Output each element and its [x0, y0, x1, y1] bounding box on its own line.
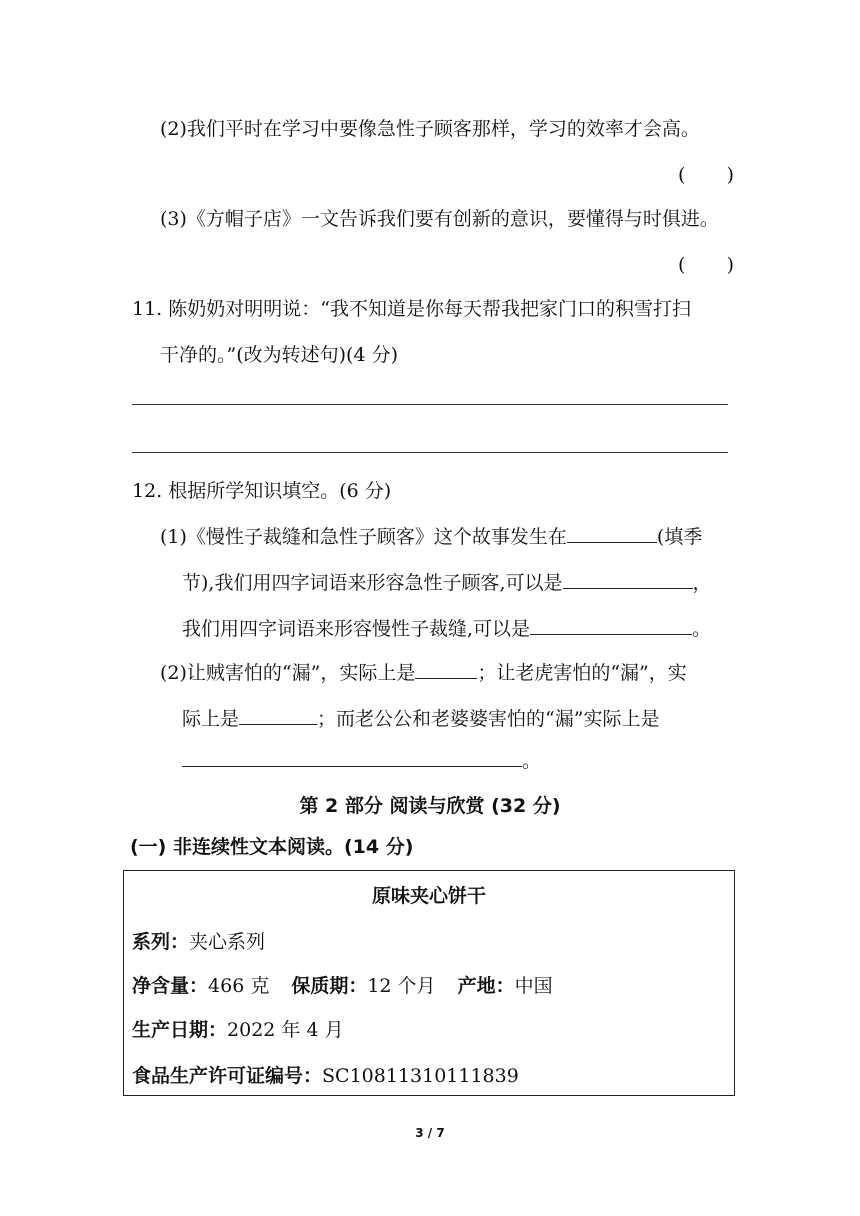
- origin-value: 中国: [514, 975, 553, 997]
- answer-line-2[interactable]: [132, 452, 728, 453]
- spec-row: [132, 973, 553, 999]
- answer-line-1[interactable]: [132, 404, 728, 405]
- q10-item-3: (3)《方帽子店》一文告诉我们要有创新的意识，要懂得与时俱进。: [160, 208, 719, 230]
- q11-line-2: 干净的。”(改为转述句)(4 分): [160, 344, 398, 366]
- q12-text: 。: [522, 750, 542, 772]
- production-date-label: 生产日期：: [132, 1019, 228, 1041]
- section-2-heading: 第 2 部分 阅读与欣赏 (32 分): [299, 795, 561, 817]
- net-weight-value: 466 克: [208, 975, 270, 997]
- license-row: [132, 1063, 519, 1089]
- q12-text: ，: [692, 572, 712, 594]
- q12-part1-line1: [160, 524, 702, 550]
- fill-blank-old-couple[interactable]: [182, 748, 522, 767]
- q12-part1-line3: [182, 616, 711, 642]
- net-weight-label: 净含量：: [132, 975, 209, 997]
- q12-text: 际上是: [182, 708, 240, 730]
- section-2-subheading: (一) 非连续性文本阅读。(14 分): [130, 836, 414, 858]
- q12-text: 我们用四字词语来形容慢性子裁缝,可以是: [182, 618, 531, 640]
- paren-open: (: [678, 164, 686, 186]
- q12-title: 12. 根据所学知识填空。(6 分): [132, 480, 392, 502]
- answer-parentheses-q10-2[interactable]: [678, 162, 734, 188]
- q12-part2-line3: [182, 748, 541, 774]
- fill-blank-tiger[interactable]: [239, 706, 317, 725]
- fill-blank-slow-tailor[interactable]: [530, 616, 692, 635]
- production-date-row: [132, 1017, 344, 1043]
- product-title: 原味夹心饼干: [371, 885, 486, 907]
- q12-text: 。: [692, 618, 712, 640]
- q12-text: ；而老公公和老婆婆害怕的“漏”实际上是: [317, 708, 660, 730]
- fill-blank-impatient-customer[interactable]: [563, 570, 693, 589]
- q12-text: (1)《慢性子裁缝和急性子顾客》这个故事发生在: [160, 526, 567, 548]
- series-value: 夹心系列: [189, 931, 266, 953]
- series-row: [132, 929, 265, 955]
- q12-part2-line2: [182, 706, 659, 732]
- shelf-life-label: 保质期：: [291, 975, 368, 997]
- q10-item-2: (2)我们平时在学习中要像急性子顾客那样，学习的效率才会高。: [160, 118, 700, 140]
- series-label: 系列：: [132, 931, 190, 953]
- paren-close: ): [726, 164, 734, 186]
- origin-label: 产地：: [457, 975, 515, 997]
- shelf-life-value: 12 个月: [367, 975, 436, 997]
- answer-parentheses-q10-3[interactable]: [678, 252, 734, 278]
- production-date-value: 2022 年 4 月: [227, 1019, 344, 1041]
- q12-text: 节),我们用四字词语来形容急性子顾客,可以是: [182, 572, 563, 594]
- q12-text: (填季: [656, 526, 703, 548]
- fill-blank-season[interactable]: [567, 524, 657, 543]
- product-info-box: [123, 870, 735, 1096]
- license-label: 食品生产许可证编号：: [132, 1065, 323, 1087]
- paren-close: ): [726, 254, 734, 276]
- license-value: SC10811310111839: [322, 1065, 519, 1087]
- q12-part1-line2: [182, 570, 712, 596]
- paren-open: (: [678, 254, 686, 276]
- page-number: 3 / 7: [415, 1126, 445, 1140]
- fill-blank-thief[interactable]: [415, 660, 477, 679]
- q12-text: (2)让贼害怕的“漏”，实际上是: [160, 662, 416, 684]
- q12-text: ；让老虎害怕的“漏”，实: [477, 662, 687, 684]
- q11-line-1: 11. 陈奶奶对明明说：“我不知道是你每天帮我把家门口的积雪打扫: [132, 298, 691, 320]
- q12-part2-line1: [160, 660, 687, 686]
